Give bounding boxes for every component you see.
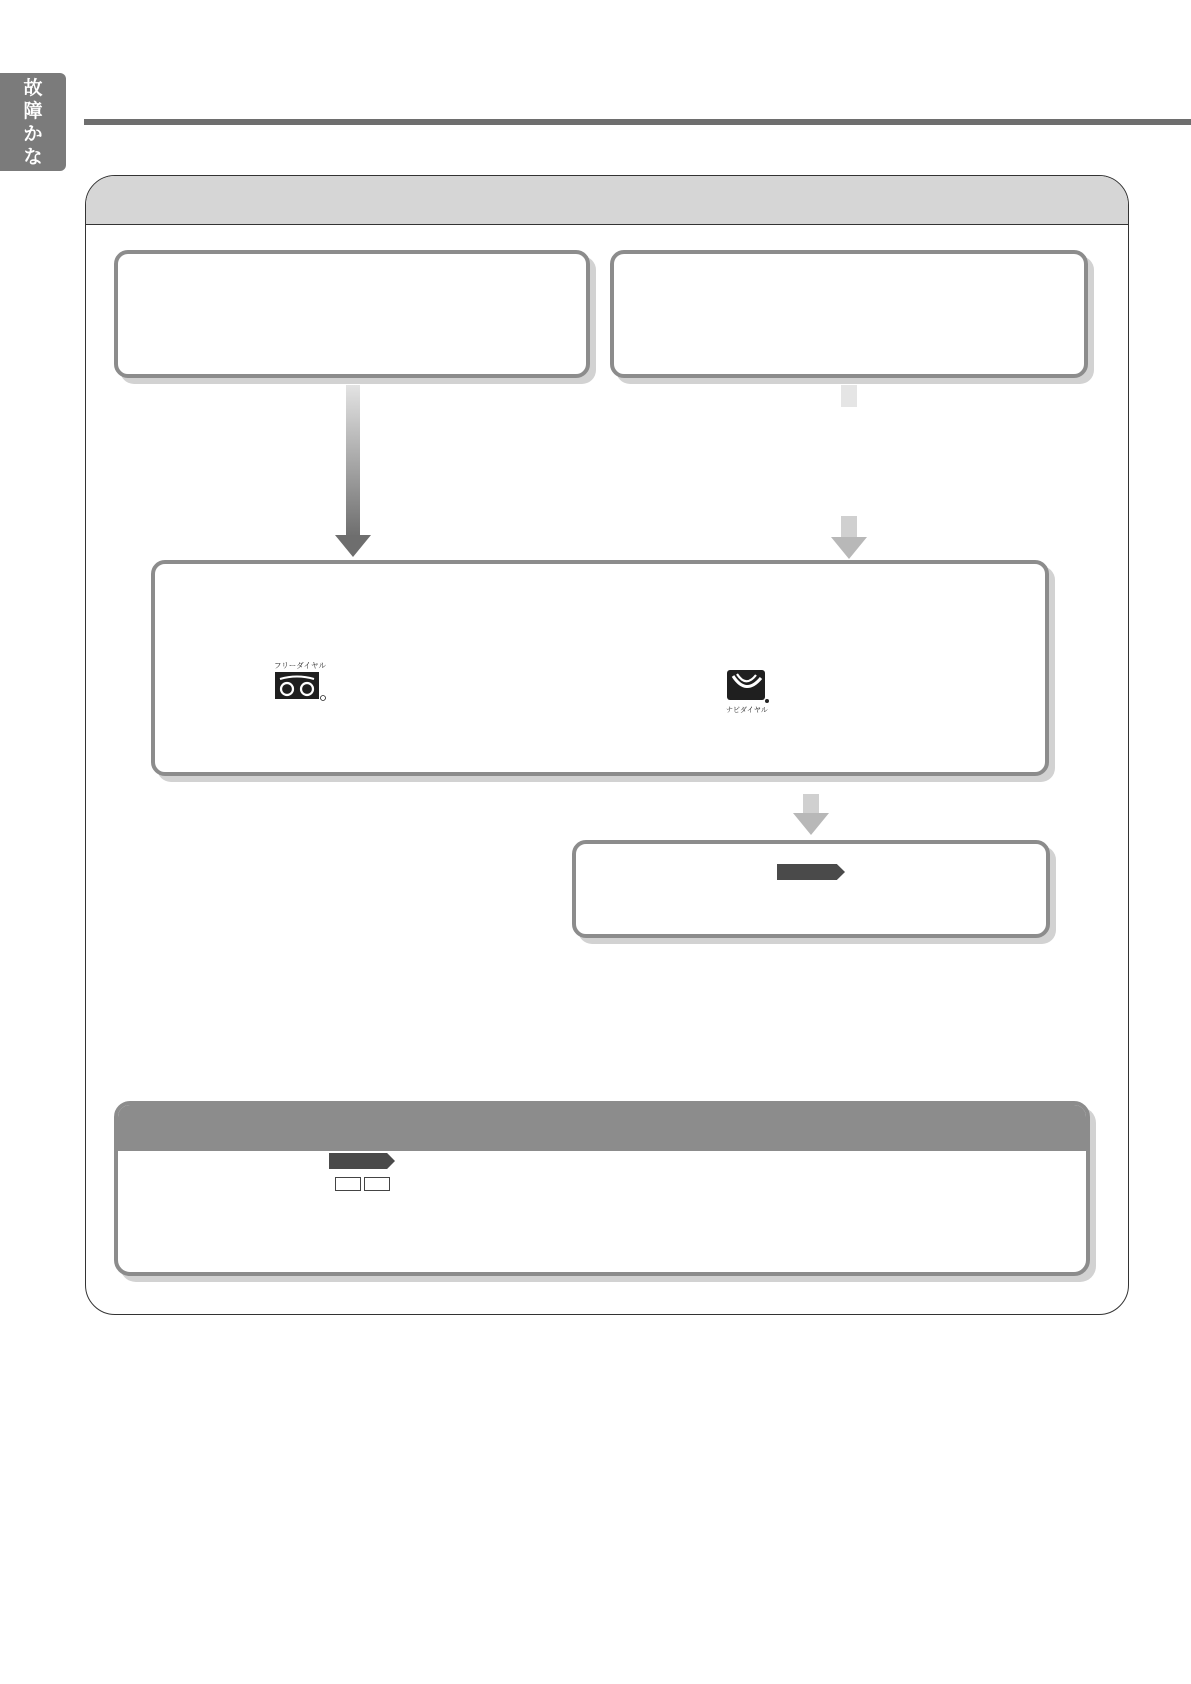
title-rule — [84, 119, 1191, 125]
down-arrow-left-head — [335, 535, 371, 557]
navi-dial-logo — [725, 670, 773, 716]
navi-dial-caption: ナビダイヤル — [726, 706, 768, 714]
down-arrow-right-shaft — [841, 516, 857, 538]
side-tab-char: な — [23, 146, 43, 168]
down-arrow-right-top — [841, 385, 857, 407]
side-tab-char: ? — [27, 169, 39, 191]
down-arrow-right-head — [831, 537, 867, 559]
page-ref-tag — [777, 864, 845, 880]
reference-box — [572, 840, 1050, 938]
top-right-box — [610, 250, 1088, 378]
note-page-ref-tag — [329, 1153, 395, 1169]
note-header — [118, 1105, 1086, 1151]
free-dial-logo — [272, 661, 328, 709]
side-tab-char: 故 — [23, 77, 43, 99]
side-tab-char: 障 — [23, 100, 43, 122]
down-arrow-lower-head — [793, 813, 829, 835]
button-glyph-box — [335, 1177, 361, 1191]
top-left-box — [114, 250, 590, 378]
note-box — [114, 1101, 1090, 1276]
button-glyph-box — [364, 1177, 390, 1191]
down-arrow-left — [346, 385, 360, 537]
side-tab-char: か — [23, 123, 43, 145]
panel-header — [86, 176, 1128, 225]
side-index-tab — [0, 73, 66, 191]
free-dial-caption: フリーダイヤル — [274, 661, 326, 670]
down-arrow-lower-shaft — [803, 794, 819, 814]
